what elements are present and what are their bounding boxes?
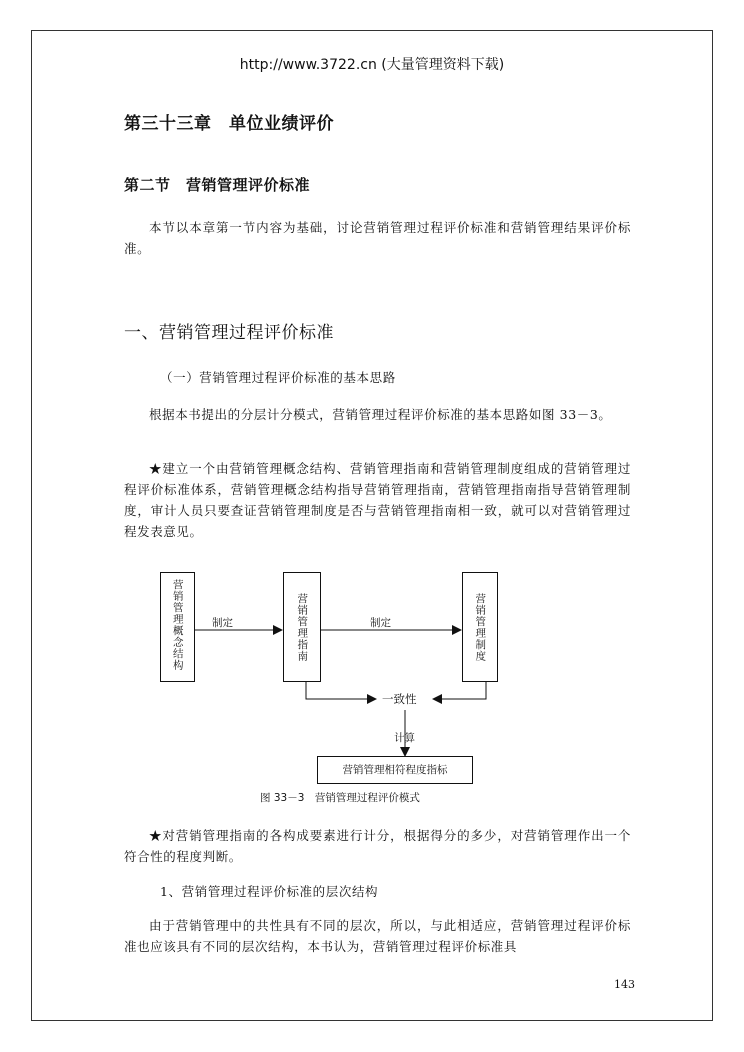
- process-evaluation-diagram: [150, 560, 580, 810]
- box-system-label: 营销管理制度: [474, 593, 487, 662]
- page-number: 143: [614, 978, 635, 991]
- paragraph-hierarchy: 由于营销管理中的共性具有不同的层次，所以，与此相适应，营销管理过程评价标准也应该具有不同的层次结构，本书认为，营销管理过程评价标准具: [124, 918, 631, 954]
- box-concept-structure-label: 营销管理概念结构: [171, 579, 184, 671]
- subheading-hierarchy: 1、营销管理过程评价标准的层次结构: [160, 884, 379, 899]
- bullet-paragraph-2: ★对营销管理指南的各构成要素进行计分，根据得分的多少，对营销管理作出一个符合性的程度判断。: [124, 828, 631, 864]
- box-guide-label: 营销管理指南: [296, 593, 309, 662]
- consistency-label: 一致性: [382, 692, 417, 706]
- box-conformity-index: [317, 756, 473, 784]
- section-title: 第二节 营销管理评价标准: [124, 176, 311, 194]
- calc-label: 计算: [394, 732, 415, 744]
- bullet-paragraph-1: ★建立一个由营销管理概念结构、营销管理指南和营销管理制度组成的营销管理过程评价标准体系，营销管理概念结构指导营销管理指南，营销管理指南指导营销管理制度，审计人员只要查证营销管理制度是否与营销管理指南相一致，就可以对营销管理过程发表意见。: [124, 461, 631, 539]
- header-url[interactable]: http://www.3722.cn (大量管理资料下载): [239, 57, 505, 73]
- box-guide: [283, 572, 321, 682]
- heading-process-standard: 一、营销管理过程评价标准: [124, 323, 334, 343]
- arrow-label-formulate-1: 制定: [212, 617, 233, 629]
- box-system: [462, 572, 498, 682]
- subheading-basic-idea: （一）营销管理过程评价标准的基本思路: [160, 370, 396, 385]
- box-concept-structure: [160, 572, 195, 682]
- box-conformity-index-label: 营销管理相符程度指标: [342, 764, 448, 776]
- arrow-label-formulate-2: 制定: [370, 617, 391, 629]
- figure-caption: 图 33－3 营销管理过程评价模式: [260, 792, 420, 804]
- paragraph-basic-idea: 根据本书提出的分层计分模式，营销管理过程评价标准的基本思路如图 33－3。: [149, 407, 612, 422]
- intro-paragraph: 本节以本章第一节内容为基础，讨论营销管理过程评价标准和营销管理结果评价标准。: [124, 220, 631, 256]
- arrow-system-to-consistency: [433, 682, 486, 699]
- arrow-guide-to-consistency: [306, 682, 376, 699]
- chapter-title: 第三十三章 单位业绩评价: [124, 114, 334, 134]
